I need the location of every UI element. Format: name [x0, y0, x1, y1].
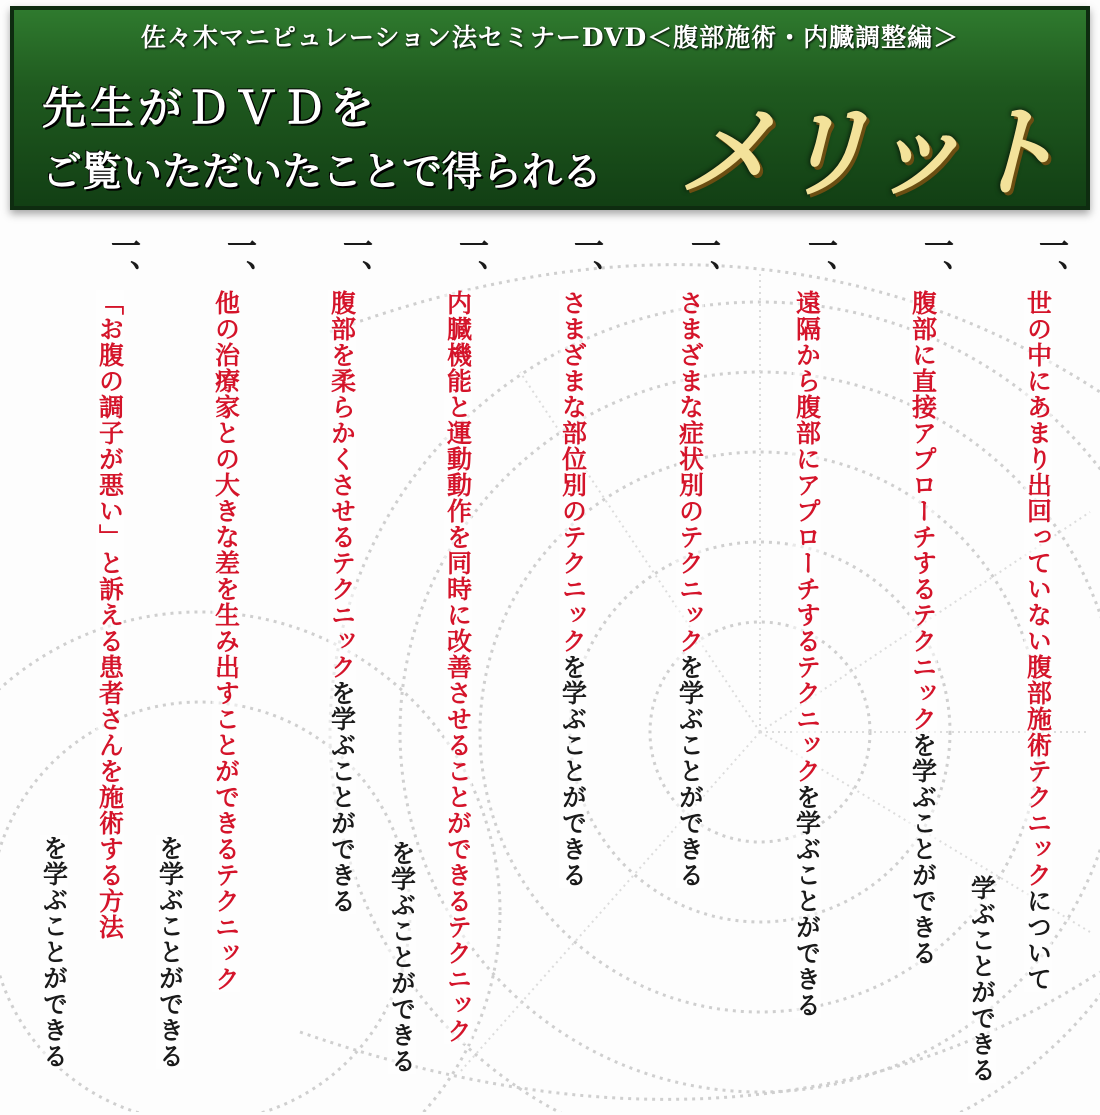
benefit-emphasis: 腹部を柔らかくさせるテクニック [327, 290, 357, 680]
benefit-emphasis: さまざまな症状別のテクニック [675, 290, 705, 654]
benefit-emphasis: 腹部に直接アプローチするテクニック [908, 290, 938, 732]
benefit-text [1024, 290, 1052, 992]
benefit-bullet: 一、 [337, 230, 372, 290]
benefit-suffix: を学ぶことができる [792, 784, 822, 1018]
benefit-emphasis: 他の治療家との大きな差を生み出すことができるテクニック [211, 290, 241, 992]
benefit-item-3 [781, 230, 841, 1110]
benefit-text [444, 290, 472, 1044]
benefit-continuation: を学ぶことができる [155, 835, 185, 1069]
benefit-text [328, 290, 356, 914]
benefit-bullet: 一、 [802, 230, 837, 290]
benefit-continuation: を学ぶことができる [387, 840, 417, 1074]
benefit-bullet: 一、 [685, 230, 720, 290]
benefit-text [212, 290, 240, 992]
banner-headline-line2: ご覧いただいたことで得られる [42, 148, 602, 195]
benefit-continuation: を学ぶことができる [39, 835, 69, 1069]
benefit-bullet: 一、 [568, 230, 603, 290]
benefit-emphasis: 世の中にあまり出回っていない腹部施術テクニック [1023, 290, 1053, 888]
benefit-text [559, 290, 587, 888]
benefit-bullet: 一、 [1033, 230, 1068, 290]
benefit-item-1 [967, 230, 1072, 1110]
benefit-item-4 [664, 230, 724, 1110]
benefit-emphasis: 内臓機能と運動動作を同時に改善させることができるテクニック [443, 290, 473, 1044]
benefit-bullet: 一、 [105, 230, 140, 290]
banner-subtitle: 佐々木マニピュレーション法セミナーDVD＜腹部施術・内臓調整編＞ [140, 23, 960, 52]
benefit-bullet: 一、 [221, 230, 256, 290]
benefit-emphasis: 遠隔から腹部にアプローチするテクニック [792, 290, 822, 784]
benefit-item-5 [547, 230, 607, 1110]
benefit-emphasis: さまざまな部位別のテクニック [558, 290, 588, 654]
benefit-text [96, 290, 124, 940]
benefit-item-7 [316, 230, 376, 1110]
benefit-bullet: 一、 [453, 230, 488, 290]
benefit-text [793, 290, 821, 1018]
header-banner [10, 6, 1090, 210]
benefit-text [909, 290, 937, 966]
benefit-bullet: 一、 [918, 230, 953, 290]
benefit-item-9 [39, 230, 144, 1110]
benefit-suffix: について [1023, 888, 1053, 992]
benefit-item-8 [155, 230, 260, 1110]
benefit-text [676, 290, 704, 888]
benefit-suffix: を学ぶことができる [908, 732, 938, 966]
benefit-suffix: を学ぶことができる [327, 680, 357, 914]
benefit-item-2 [897, 230, 957, 1110]
benefit-suffix: を学ぶことができる [558, 654, 588, 888]
banner-highlight-word: メリット [678, 93, 1058, 211]
benefit-continuation: 学ぶことができる [967, 875, 997, 1083]
banner-headline-line1: 先生がＤＶＤを [42, 83, 378, 134]
benefit-suffix: を学ぶことができる [675, 654, 705, 888]
benefit-emphasis: 「お腹の調子が悪い」と訴える患者さんを施術する方法 [95, 290, 125, 940]
benefit-item-6 [387, 230, 492, 1110]
